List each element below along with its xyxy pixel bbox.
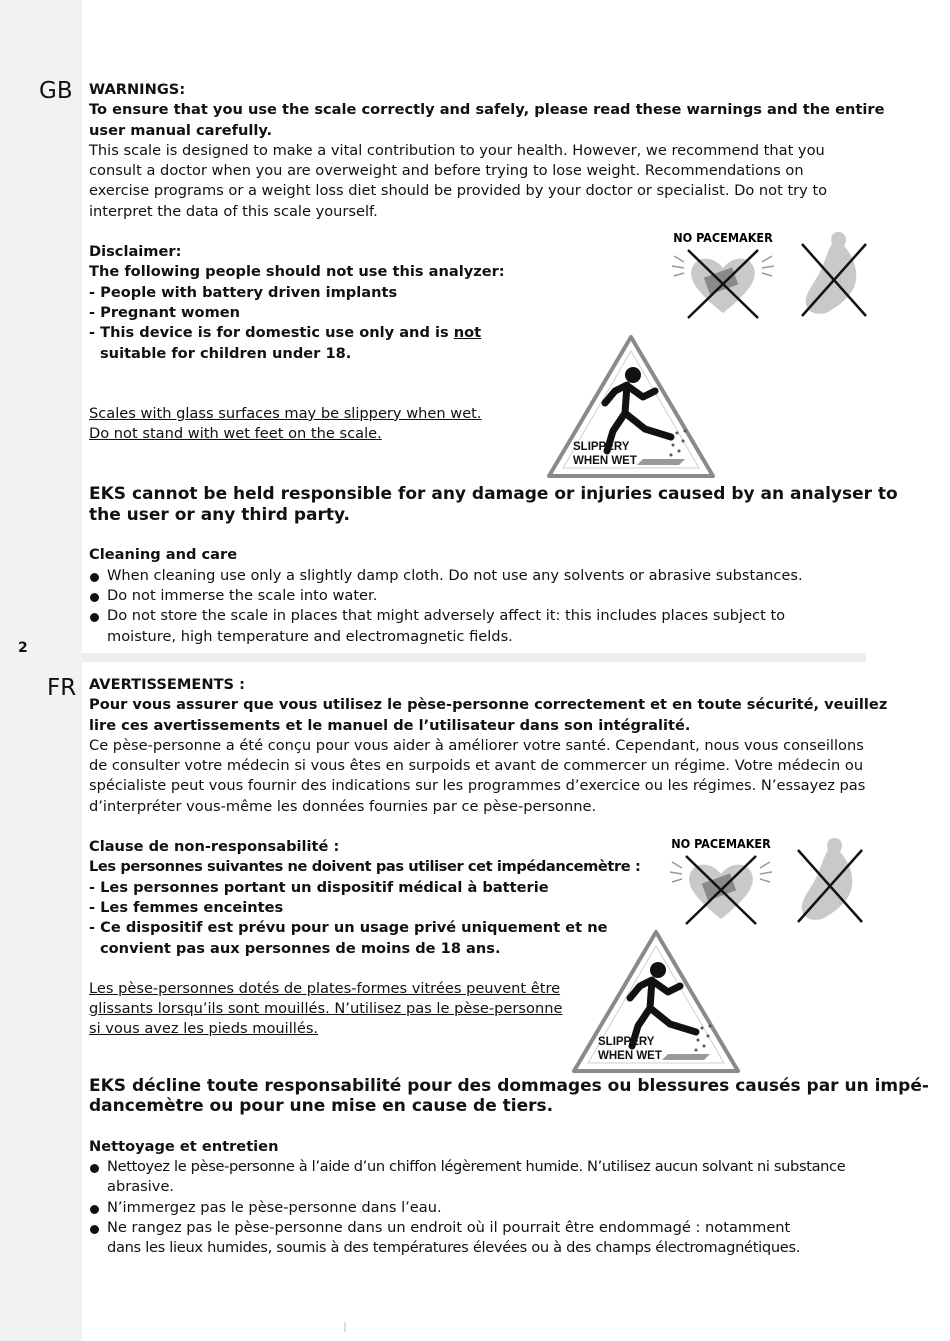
gb-cleaning-bullet-2: Do not immerse the scale into water. xyxy=(89,586,879,606)
gb-warnings-title: WARNINGS: xyxy=(89,81,186,98)
fr-disclaimer-item-3-cont: convient pas aux personnes de moins de 18 ans. xyxy=(100,939,501,957)
gb-disclaimer-title: Disclaimer: xyxy=(89,243,182,261)
page-number: 2 xyxy=(18,640,28,656)
fr-cleaning-bullet-3-cont: dans les lieux humides, soumis à des températures élevées ou à des champs électromagnétiques. xyxy=(107,1239,801,1257)
gb-slippery-warning-1: Scales with glass surfaces may be slippery when wet. xyxy=(89,404,482,422)
gb-intro-3: exercise programs or a weight loss diet should be provided by your doctor or specialist. Do not try to xyxy=(89,182,828,200)
fr-intro-bold-1: Pour vous assurer que vous utilisez le pèse-personne correctement et en toute sécurité, veuillez xyxy=(89,696,888,714)
fr-sign-text-2: WHEN WET xyxy=(598,1050,662,1062)
fr-disclaimer-item-1: - Les personnes portant un dispositif médical à batterie xyxy=(89,878,549,896)
gb-sign-text-1: SLIPPERY xyxy=(573,441,630,453)
gb-disclaimer-lead: The following people should not use this analyzer: xyxy=(89,263,505,281)
lang-code-gb: GB xyxy=(39,78,73,104)
no-pregnant-woman-icon xyxy=(798,228,870,320)
fr-liability-2: dancemètre ou pour une mise en cause de tiers. xyxy=(89,1096,554,1117)
gb-cleaning-bullet-1: When cleaning use only a slightly damp cloth. Do not use any solvents or abrasive substances. xyxy=(89,566,879,586)
fr-intro-2: de consulter votre médecin si vous êtes en surpoids et avant de commercer un régime. Votre médecin ou xyxy=(89,757,864,775)
gb-intro-bold-1: To ensure that you use the scale correctly and safely, please read these warnings and the entire xyxy=(89,101,885,119)
gb-intro-1: This scale is designed to make a vital contribution to your health. However, we recommend that you xyxy=(89,141,825,159)
slippery-when-wet-sign-icon xyxy=(570,928,742,1075)
fr-sign-text-1: SLIPPERY xyxy=(598,1036,655,1048)
gb-disclaimer-item-3-cont: suitable for children under 18. xyxy=(100,344,352,362)
fr-disclaimer-item-2: - Les femmes enceintes xyxy=(89,898,284,916)
gb-disclaimer-item-2: - Pregnant women xyxy=(89,303,241,321)
fr-slippery-warning-3: si vous avez les pieds mouillés. xyxy=(89,1020,319,1038)
no-pacemaker-icon xyxy=(668,228,778,320)
fr-cleaning-bullet-1-cont: abrasive. xyxy=(107,1178,175,1196)
no-pacemaker-icon xyxy=(666,834,776,926)
gb-disclaimer-item-1: - People with battery driven implants xyxy=(89,283,398,301)
gb-pacemaker-label: NO PACEMAKER xyxy=(673,230,773,245)
gb-section xyxy=(89,80,898,647)
gb-intro-bold-2: user manual carefully. xyxy=(89,121,273,139)
gb-intro-4: interpret the data of this scale yourself. xyxy=(89,202,378,220)
footer-mark xyxy=(344,1322,346,1332)
fr-section xyxy=(89,675,929,1259)
fr-disclaimer-lead: Les personnes suivantes ne doivent pas utiliser cet impédancemètre : xyxy=(89,858,641,876)
gb-disclaimer-item-3 xyxy=(89,323,879,343)
gb-slippery-warning-2: Do not stand with wet feet on the scale. xyxy=(89,425,382,443)
gb-intro-2: consult a doctor when you are overweight and before trying to lose weight. Recommendations on xyxy=(89,162,804,180)
gb-cleaning-bullet-3-cont: moisture, high temperature and electromagnetic fields. xyxy=(107,627,513,645)
fr-warnings-title: AVERTISSEMENTS : xyxy=(89,676,245,693)
gb-cleaning-title: Cleaning and care xyxy=(89,546,238,564)
fr-cleaning-bullet-1: Nettoyez le pèse-personne à l’aide d’un chiffon légèrement humide. N’utilisez aucun solvant ni substance xyxy=(89,1157,879,1177)
fr-liability-1: EKS décline toute responsabilité pour des dommages ou blessures causés par un impé- xyxy=(89,1075,929,1096)
no-pregnant-woman-icon xyxy=(794,834,866,926)
page-margin-strip xyxy=(0,0,82,1341)
fr-slippery-warning-2: glissants lorsqu’ils sont mouillés. N’utilisez pas le pèse-personne xyxy=(89,1000,563,1018)
section-divider xyxy=(82,653,866,662)
gb-item3-text: - This device is for domestic use only and is xyxy=(89,324,454,342)
fr-disclaimer-title: Clause de non-responsabilité : xyxy=(89,838,340,856)
fr-cleaning-bullet-2: N’immergez pas le pèse-personne dans l’eau. xyxy=(89,1198,879,1218)
fr-intro-bold-2: lire ces avertissements et le manuel de l’utilisateur dans son intégralité. xyxy=(89,716,691,734)
fr-cleaning-title: Nettoyage et entretien xyxy=(89,1137,279,1155)
gb-cleaning-bullet-3: Do not store the scale in places that might adversely affect it: this includes places subject to xyxy=(89,606,879,626)
gb-liability-2: the user or any third party. xyxy=(89,504,350,525)
gb-liability-1: EKS cannot be held responsible for any damage or injuries caused by an analyser to xyxy=(89,484,898,505)
fr-intro-1: Ce pèse-personne a été conçu pour vous aider à améliorer votre santé. Cependant, nous vous conseillons xyxy=(89,736,864,754)
fr-intro-4: d’interpréter vous-même les données fournies par ce pèse-personne. xyxy=(89,797,597,815)
slippery-when-wet-sign-icon xyxy=(545,333,717,480)
fr-cleaning-bullet-3: Ne rangez pas le pèse-personne dans un endroit où il pourrait être endommagé : notamment xyxy=(89,1218,879,1238)
fr-intro-3: spécialiste peut vous fournir des indications sur les programmes d’exercice ou les régimes. N’essayez pas xyxy=(89,777,866,795)
fr-disclaimer-item-3: - Ce dispositif est prévu pour un usage privé uniquement et ne xyxy=(89,919,608,937)
gb-item3-not: not xyxy=(453,324,482,342)
gb-sign-text-2: WHEN WET xyxy=(573,455,637,467)
fr-pacemaker-label: NO PACEMAKER xyxy=(671,836,771,851)
lang-code-fr: FR xyxy=(47,675,77,701)
fr-slippery-warning-1: Les pèse-personnes dotés de plates-formes vitrées peuvent être xyxy=(89,979,561,997)
